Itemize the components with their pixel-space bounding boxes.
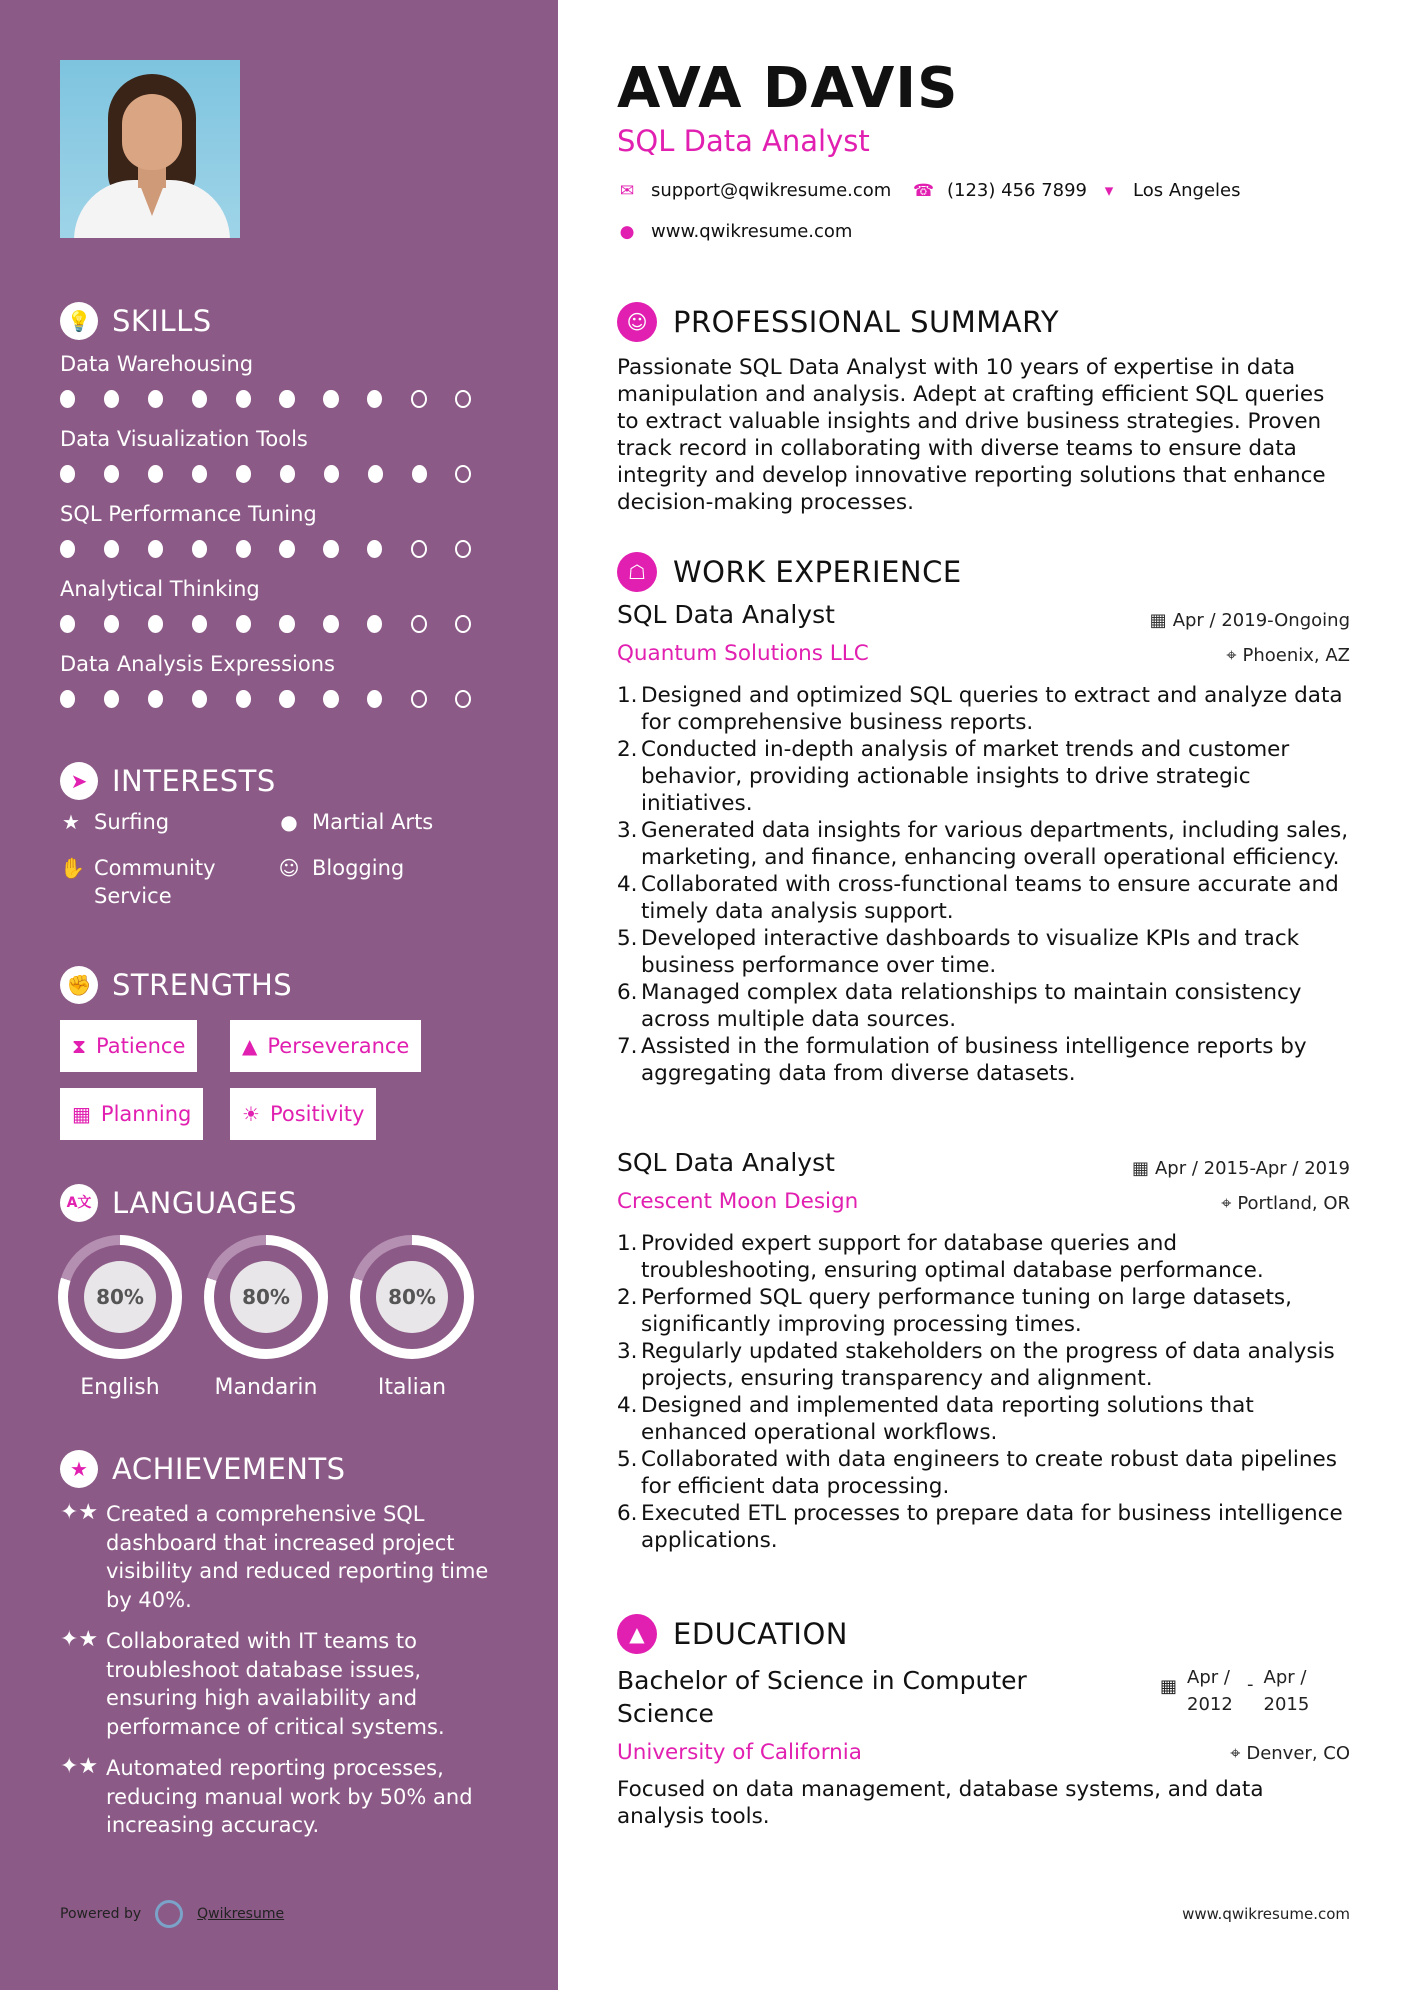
interest-item (60, 808, 169, 836)
strength-label: Patience (96, 1034, 186, 1058)
strength-label: Perseverance (267, 1034, 410, 1058)
job-bullets (617, 1230, 1350, 1554)
rating-dot-filled (60, 390, 75, 408)
rating-dot-filled (367, 690, 382, 708)
rating-dot-filled (236, 465, 251, 483)
job-bullet: 1. Designed and optimized SQL queries to extract and analyze data for comprehensive business reports. (617, 683, 1343, 735)
rating-dot-filled (323, 615, 338, 633)
job-bullet: 2. Performed SQL query performance tuning on large datasets, significantly improving processing times. (617, 1285, 1292, 1337)
job-title: SQL Data Analyst (617, 1148, 835, 1177)
degree-title: Bachelor of Science in Computer Science (617, 1666, 1027, 1728)
skills-list (60, 352, 500, 727)
sidebar (0, 0, 558, 1990)
education-title: EDUCATION (673, 1617, 849, 1651)
rating-dot-filled (148, 690, 163, 708)
footer-website[interactable]: www.qwikresume.com (1182, 1905, 1350, 1923)
star-icon: ★ (62, 810, 80, 834)
rating-dot-filled (192, 690, 207, 708)
interest-label: Community Service (94, 856, 216, 908)
language-progress-ring (350, 1235, 474, 1359)
language-percent: 80% (84, 1261, 156, 1333)
rating-dot-empty (455, 615, 471, 633)
job-title: SQL Data Analyst (617, 600, 835, 629)
rating-dot-filled (148, 465, 163, 483)
graduation-cap-icon: ▲ (617, 1614, 657, 1654)
job-bullet: 1. Provided expert support for database queries and troubleshooting, ensuring optimal database performance. (617, 1231, 1264, 1283)
rating-dot-filled (148, 615, 163, 633)
skill-item (60, 502, 500, 577)
education-end: Apr / 2015 (1263, 1667, 1310, 1715)
skill-rating (60, 540, 500, 558)
rating-dot-empty (455, 540, 471, 558)
job-bullet: 5. Developed interactive dashboards to visualize KPIs and track business performance over time. (617, 926, 1300, 978)
skill-item (60, 577, 500, 652)
job-bullet: 3. Regularly updated stakeholders on the progress of data analysis projects, ensuring transparency and alignment. (617, 1339, 1335, 1391)
skill-item (60, 652, 500, 727)
job-location (1221, 1193, 1350, 1214)
contact-website (617, 221, 852, 242)
job-bullet: 3. Generated data insights for various departments, including sales, marketing, and finance, enhancing overall operational efficiency. (617, 818, 1349, 870)
interest-label: Martial Arts (312, 810, 434, 834)
rating-dot-filled (192, 615, 207, 633)
mountain-icon: ▲ (242, 1034, 258, 1058)
skill-name: SQL Performance Tuning (60, 502, 317, 526)
job-location-text: Portland, OR (1237, 1193, 1350, 1214)
calendar-icon: ▦ (1131, 1158, 1149, 1179)
experience-heading (617, 552, 962, 592)
rating-dot-empty (455, 390, 471, 408)
calendar-icon: ▦ (1160, 1676, 1178, 1697)
strength-badge (60, 1088, 203, 1140)
contact-phone (913, 180, 1087, 201)
interest-item (278, 854, 404, 882)
job-bullet: 5. Collaborated with data engineers to create robust data pipelines for efficient data processing. (617, 1447, 1337, 1499)
achievement-item (60, 1500, 500, 1614)
strengths-title: STRENGTHS (112, 968, 293, 1002)
job-bullet: 6. Executed ETL processes to prepare data for business intelligence applications. (617, 1501, 1343, 1553)
job-company: Quantum Solutions LLC (617, 641, 869, 666)
skill-rating (60, 465, 500, 483)
achievements-heading (60, 1450, 346, 1488)
phone-icon: ☎ (913, 180, 935, 201)
achievement-item (60, 1627, 500, 1741)
contact-location (1099, 180, 1241, 201)
rating-dot-filled (323, 690, 338, 708)
rating-dot-empty (455, 690, 471, 708)
achievement-text: Collaborated with IT teams to troubleshoot database issues, ensuring high availability and performance of critical systems. (106, 1629, 445, 1739)
job-location (1226, 645, 1350, 666)
rating-dot-filled (60, 690, 75, 708)
rating-dot-empty (411, 390, 427, 408)
language-progress-ring (204, 1235, 328, 1359)
pin-icon: ⌖ (1230, 1743, 1241, 1764)
achievement-item (60, 1754, 500, 1840)
rating-dot-filled (236, 690, 251, 708)
strengths-heading (60, 966, 292, 1004)
pin-icon: ⌖ (1226, 645, 1237, 666)
rating-dot-filled (104, 690, 119, 708)
rating-dot-filled (236, 390, 251, 408)
contact-email (617, 180, 891, 201)
stars-icon: ✦★ (60, 1754, 99, 1779)
profile-photo (60, 60, 240, 238)
interest-label: Surfing (94, 810, 170, 834)
rating-dot-empty (411, 690, 427, 708)
experience-title: WORK EXPERIENCE (673, 555, 962, 589)
skill-item (60, 352, 500, 427)
language-percent: 80% (376, 1261, 448, 1333)
education-heading (617, 1614, 848, 1654)
skill-item (60, 427, 500, 502)
job-location-text: Phoenix, AZ (1242, 645, 1350, 666)
lightbulb-icon: 💡 (60, 302, 98, 340)
hourglass-icon: ⧗ (72, 1034, 87, 1058)
medal-star-icon: ★ (60, 1450, 98, 1488)
job-dates-text: Apr / 2015-Apr / 2019 (1154, 1158, 1350, 1179)
job-dates-text: Apr / 2019-Ongoing (1172, 610, 1350, 631)
office-chair-icon: ☖ (617, 552, 657, 592)
education-date-separator: - (1247, 1674, 1254, 1695)
achievement-text: Created a comprehensive SQL dashboard that increased project visibility and reduced reporting time by 40%. (106, 1502, 489, 1612)
stars-icon: ✦★ (60, 1627, 99, 1652)
rating-dot-filled (148, 390, 163, 408)
education-location-text: Denver, CO (1246, 1743, 1350, 1764)
strength-badge (230, 1088, 376, 1140)
rating-dot-filled (104, 540, 119, 558)
job-bullet: 2. Conducted in-depth analysis of market trends and customer behavior, providing actionable insights to drive strategic initiatives. (617, 737, 1290, 816)
users-icon: ☺ (278, 856, 300, 880)
rating-dot-filled (367, 390, 382, 408)
strength-badge (230, 1020, 421, 1072)
rating-dot-filled (279, 390, 294, 408)
calendar-icon: ▦ (72, 1102, 91, 1126)
achievement-text: Automated reporting processes, reducing manual work by 50% and increasing accuracy. (106, 1756, 473, 1837)
website-text[interactable]: www.qwikresume.com (651, 221, 853, 242)
school-name: University of California (617, 1740, 862, 1765)
interest-item (278, 808, 433, 836)
skills-heading (60, 302, 212, 340)
language-name: Mandarin (214, 1375, 318, 1400)
pin-icon: ⌖ (1221, 1193, 1232, 1214)
location-text: Los Angeles (1133, 180, 1241, 201)
languages-title: LANGUAGES (112, 1186, 298, 1220)
language-progress-ring (58, 1235, 182, 1359)
summary-heading (617, 302, 1059, 342)
education-location (1230, 1743, 1350, 1764)
translate-icon: A文 (60, 1184, 98, 1222)
rating-dot-filled (412, 465, 427, 483)
rating-dot-filled (60, 540, 75, 558)
skill-name: Analytical Thinking (60, 577, 260, 601)
rating-dot-filled (323, 540, 338, 558)
skill-name: Data Analysis Expressions (60, 652, 335, 676)
education-start: Apr / 2012 (1187, 1667, 1233, 1715)
skills-title: SKILLS (112, 304, 212, 338)
skill-name: Data Warehousing (60, 352, 254, 376)
summary-text: Passionate SQL Data Analyst with 10 years of expertise in data manipulation and analysis. Adept at crafting efficient SQL queries to extract valuable insights and drive business strategies. Proven track record in collaborating with diverse teams to ensure data integrity and develop innovative reporting solutions that enhance decision-making processes. (617, 355, 1326, 515)
qwikresume-logo-icon (155, 1900, 183, 1928)
rating-dot-filled (236, 615, 251, 633)
education-dates (1160, 1664, 1320, 1718)
rating-dot-filled (279, 690, 294, 708)
language-item (204, 1235, 328, 1400)
skill-rating (60, 390, 500, 408)
powered-by-label: Powered by (60, 1906, 142, 1922)
qwikresume-link[interactable]: Qwikresume (197, 1906, 285, 1922)
rating-dot-filled (104, 615, 119, 633)
language-name: English (80, 1375, 160, 1400)
interest-label: Blogging (312, 856, 405, 880)
rating-dot-filled (192, 465, 207, 483)
rating-dot-filled (323, 390, 338, 408)
hand-icon: ✋ (60, 856, 85, 880)
skill-rating (60, 690, 500, 708)
candidate-name: AVA DAVIS (617, 56, 959, 121)
powered-by (60, 1900, 284, 1928)
rating-dot-filled (192, 540, 207, 558)
strength-badge (60, 1020, 197, 1072)
job-bullets (617, 682, 1350, 1087)
rating-dot-filled (60, 615, 75, 633)
job-company: Crescent Moon Design (617, 1189, 859, 1214)
rating-dot-filled (104, 465, 119, 483)
rating-dot-filled (367, 615, 382, 633)
interest-item (60, 854, 250, 910)
stars-icon: ✦★ (60, 1500, 99, 1525)
interests-heading (60, 762, 276, 800)
rating-dot-empty (411, 540, 427, 558)
skill-rating (60, 615, 500, 633)
phone-text: (123) 456 7899 (947, 180, 1088, 201)
rating-dot-filled (324, 465, 339, 483)
language-name: Italian (377, 1375, 447, 1400)
language-percent: 80% (230, 1261, 302, 1333)
summary-title: PROFESSIONAL SUMMARY (673, 305, 1060, 339)
languages-heading (60, 1184, 297, 1222)
language-item (350, 1235, 474, 1400)
rating-dot-filled (367, 540, 382, 558)
rating-dot-empty (411, 615, 427, 633)
calendar-icon: ▦ (1149, 610, 1167, 631)
rating-dot-filled (104, 390, 119, 408)
job-bullet: 4. Collaborated with cross-functional teams to ensure accurate and timely data analysis support. (617, 872, 1339, 924)
achievements-title: ACHIEVEMENTS (112, 1452, 346, 1486)
envelope-icon: ✉ (619, 180, 635, 201)
candidate-role: SQL Data Analyst (617, 124, 870, 158)
globe-icon: ● (619, 221, 635, 242)
globe-icon: ● (280, 810, 298, 834)
paper-plane-icon: ➤ (60, 762, 98, 800)
rating-dot-empty (455, 465, 471, 483)
user-icon: ☺ (617, 302, 657, 342)
rating-dot-filled (148, 540, 163, 558)
rating-dot-filled (192, 390, 207, 408)
rating-dot-filled (280, 465, 295, 483)
skill-name: Data Visualization Tools (60, 427, 308, 451)
rating-dot-filled (60, 465, 75, 483)
rating-dot-filled (236, 540, 251, 558)
rating-dot-filled (368, 465, 383, 483)
education-description: Focused on data management, database systems, and data analysis tools. (617, 1777, 1264, 1829)
job-bullet: 6. Managed complex data relationships to maintain consistency across multiple data sources. (617, 980, 1302, 1032)
interests-title: INTERESTS (112, 764, 276, 798)
strength-label: Planning (100, 1102, 192, 1126)
email-text[interactable]: support@qwikresume.com (651, 180, 892, 201)
map-pin-icon: ▾ (1104, 180, 1114, 201)
rating-dot-filled (279, 540, 294, 558)
job-dates (1150, 610, 1350, 631)
rating-dot-filled (279, 615, 294, 633)
strength-label: Positivity (269, 1102, 365, 1126)
job-bullet: 7. Assisted in the formulation of business intelligence reports by aggregating data from diverse datasets. (617, 1034, 1307, 1086)
fist-icon: ✊ (60, 966, 98, 1004)
job-dates (1132, 1158, 1350, 1179)
language-item (58, 1235, 182, 1400)
sun-icon: ☀ (242, 1102, 260, 1126)
job-bullet: 4. Designed and implemented data reporting solutions that enhanced operational workflows. (617, 1393, 1254, 1445)
